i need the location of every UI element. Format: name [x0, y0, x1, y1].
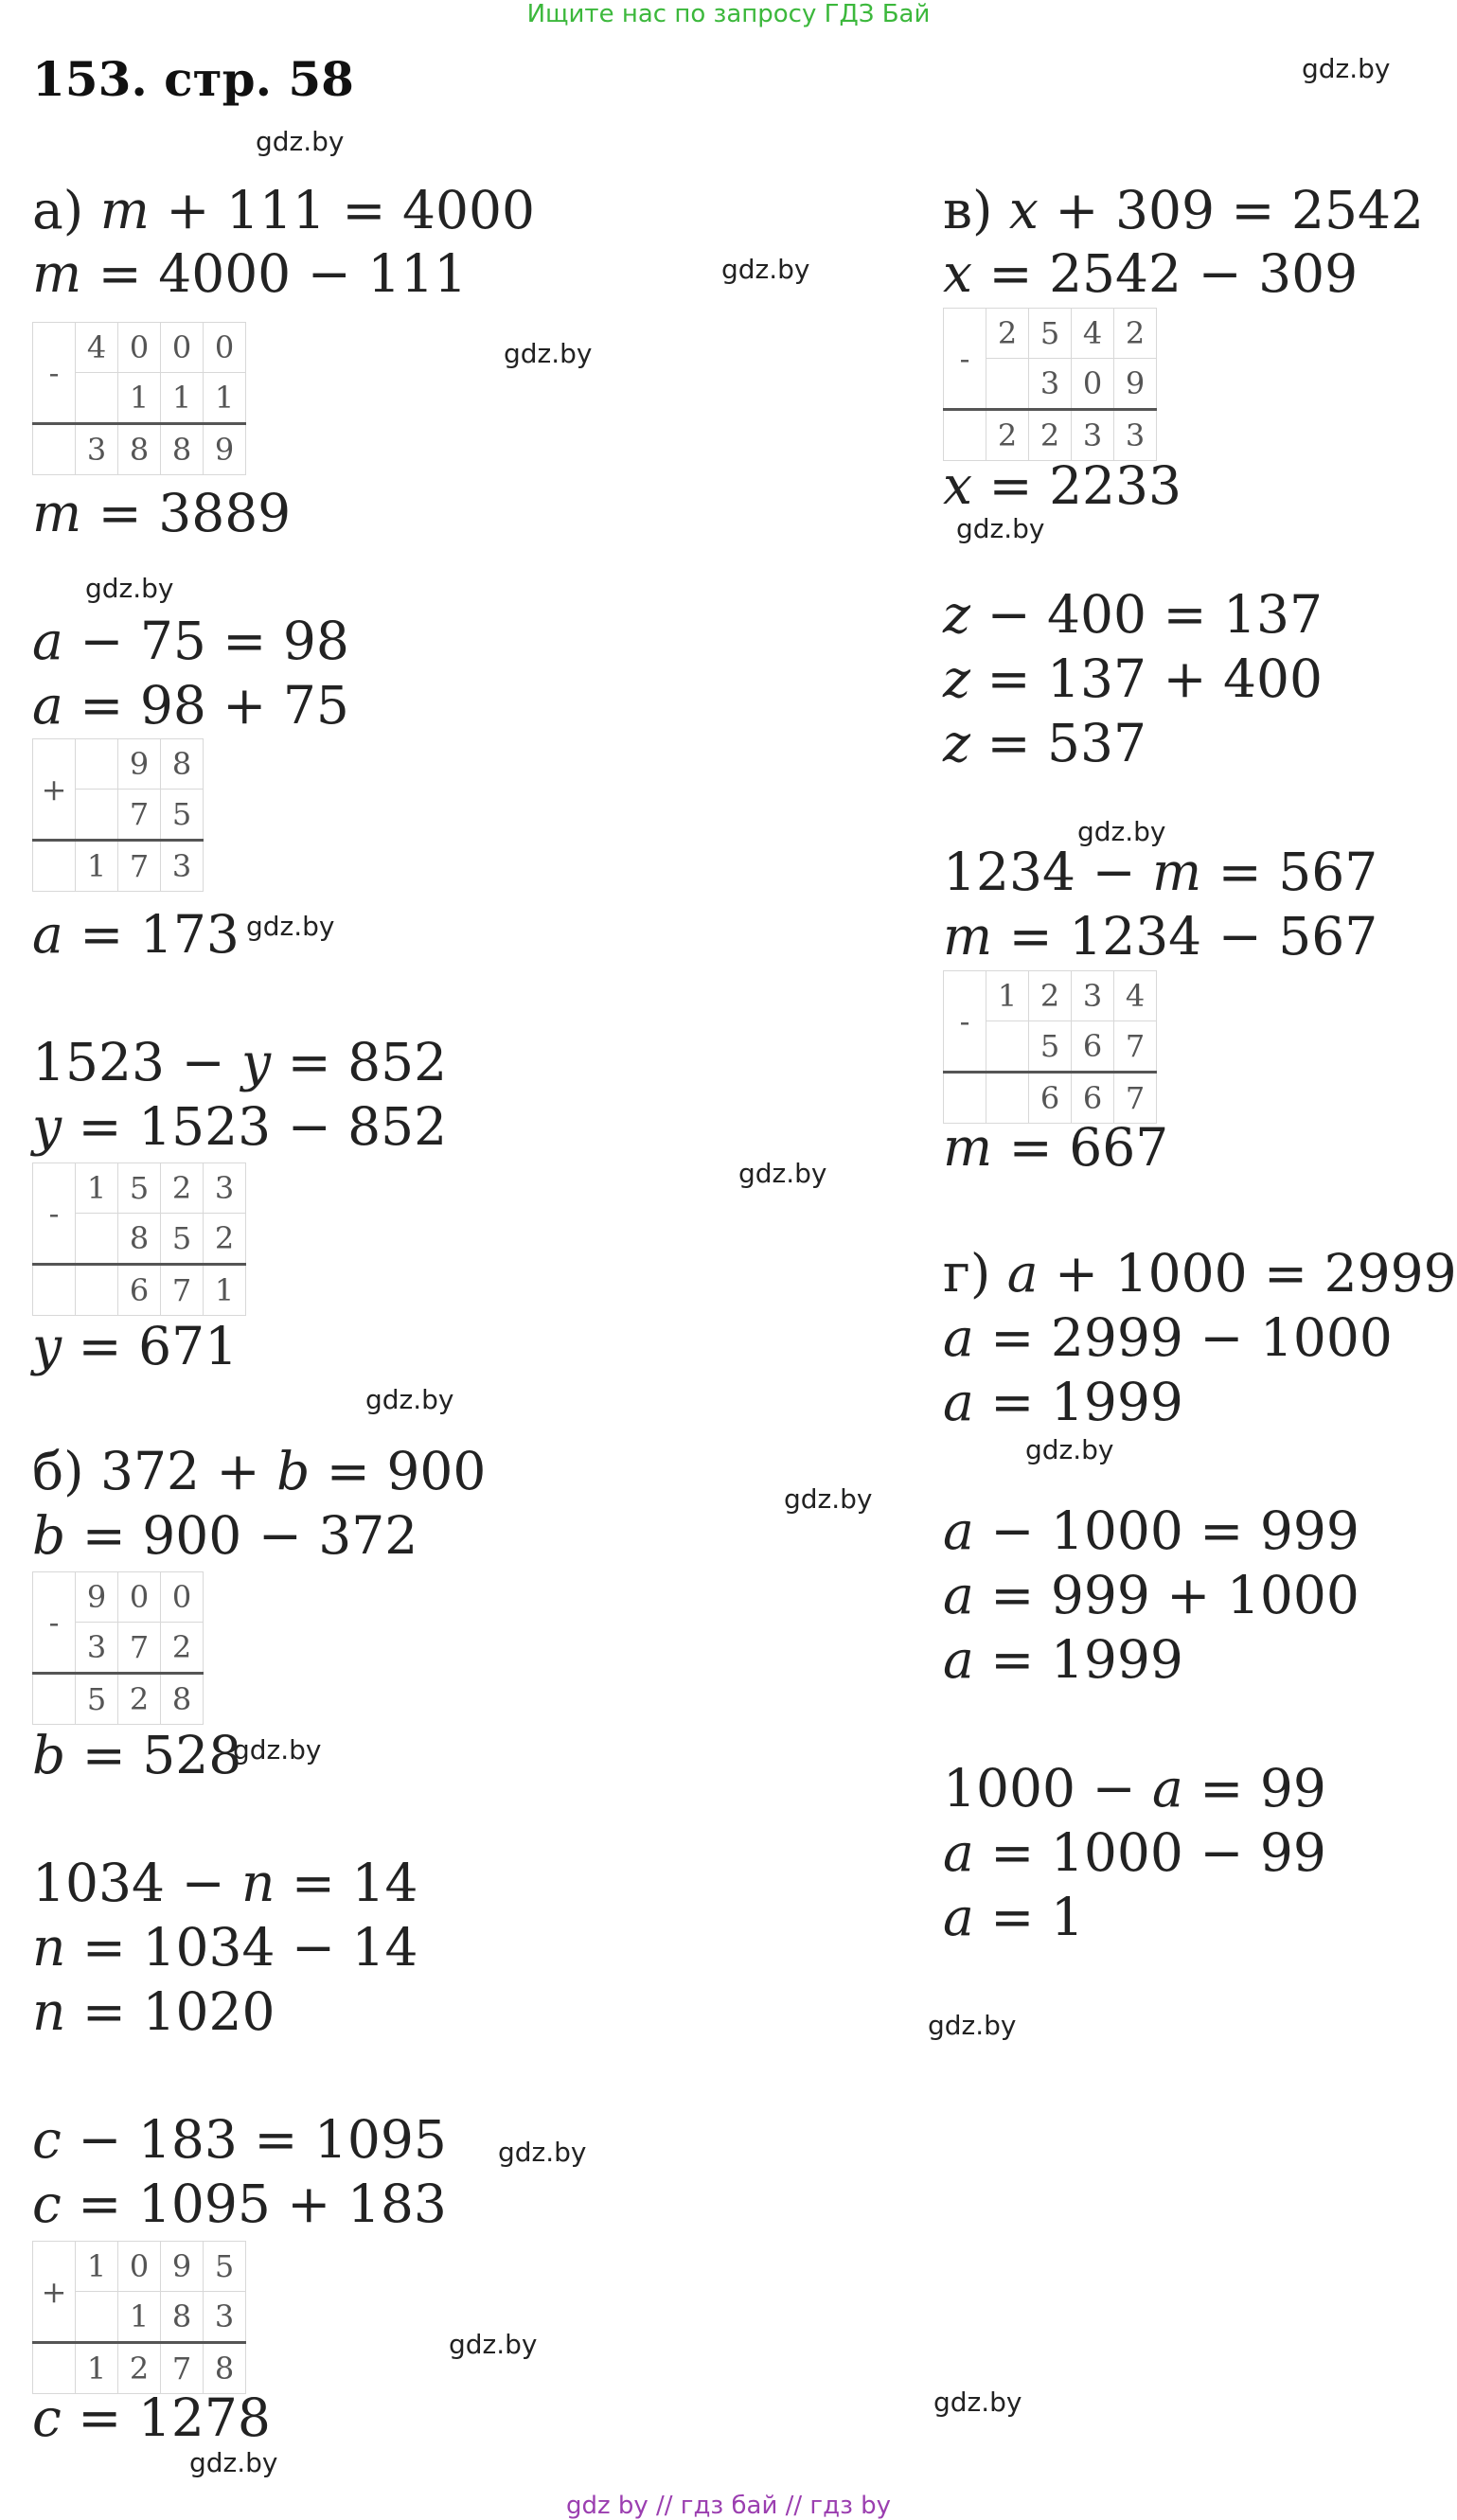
equation: 𝑎 − 75 = 98: [32, 611, 349, 671]
calc-table: [943, 308, 1157, 461]
equation: 𝑚 = 4000 − 111: [32, 243, 468, 304]
calc-digit-cell: 0: [204, 323, 246, 373]
calc-digit-cell: [76, 1265, 118, 1316]
calc-digit-cell: 2: [1029, 971, 1072, 1021]
calc-digit-cell: 2: [161, 1163, 204, 1214]
calc-digit-cell: 7: [1114, 1021, 1157, 1073]
watermark: gdz.by: [1077, 816, 1166, 847]
equation: 𝑥 = 2233: [943, 455, 1182, 516]
calc-digit-cell: 3: [76, 1623, 118, 1674]
equation: 𝑎 − 1000 = 999: [943, 1500, 1359, 1561]
equation: 𝑐 = 1095 + 183: [32, 2174, 447, 2234]
calc-digit-cell: 6: [1029, 1073, 1072, 1124]
calc-digit-cell: [986, 359, 1029, 410]
calc-sign-cell: [944, 410, 986, 461]
calc-digit-cell: 1: [76, 2343, 118, 2394]
calc-sign-cell: [33, 2343, 76, 2394]
equation: 𝑏 = 900 − 372: [32, 1505, 418, 1566]
bottom-banner[interactable]: gdz by // гдз бай // гдз by: [565, 2492, 892, 2520]
equation: 𝑚 = 1234 − 567: [943, 906, 1378, 967]
watermark: gdz.by: [738, 1158, 827, 1189]
calc-digit-cell: 6: [1072, 1021, 1114, 1073]
page-title: 153. стр. 58: [32, 51, 354, 107]
calc-digit-cell: 1: [204, 373, 246, 424]
watermark: gdz.by: [956, 513, 1045, 544]
equation: а) 𝑚 + 111 = 4000: [32, 180, 535, 240]
calc-digit-cell: 8: [204, 2343, 246, 2394]
equation: в) 𝑥 + 309 = 2542: [943, 180, 1424, 240]
watermark: gdz.by: [1025, 1434, 1114, 1465]
equation: 1000 − 𝑎 = 99: [943, 1758, 1326, 1819]
calc-digit-cell: 7: [118, 841, 161, 892]
equation: 𝑦 = 671: [32, 1316, 239, 1376]
calc-sign-cell: [33, 424, 76, 475]
calc-digit-cell: 1: [76, 1163, 118, 1214]
calc-digit-cell: 5: [161, 1214, 204, 1265]
calc-digit-cell: [986, 1021, 1029, 1073]
equation: 1523 − 𝑦 = 852: [32, 1032, 448, 1092]
calc-digit-cell: 3: [204, 1163, 246, 1214]
calc-digit-cell: 8: [118, 1214, 161, 1265]
calc-digit-cell: 2: [986, 309, 1029, 359]
equation: 𝑎 = 1000 − 99: [943, 1822, 1326, 1883]
calc-digit-cell: 8: [118, 424, 161, 475]
equation: 𝑏 = 528: [32, 1725, 242, 1785]
calc-table: [32, 1571, 204, 1725]
equation: 𝑎 = 98 + 75: [32, 675, 349, 736]
watermark: gdz.by: [784, 1483, 873, 1515]
watermark: gdz.by: [1302, 53, 1391, 84]
equation: 1034 − 𝑛 = 14: [32, 1853, 418, 1913]
calc-digit-cell: 7: [1114, 1073, 1157, 1124]
calc-digit-cell: 2: [161, 1623, 204, 1674]
calc-digit-cell: 8: [161, 424, 204, 475]
calc-digit-cell: 0: [1072, 359, 1114, 410]
equation: 𝑎 = 1999: [943, 1372, 1183, 1432]
equation: 1234 − 𝑚 = 567: [943, 842, 1378, 902]
calc-digit-cell: 7: [118, 1623, 161, 1674]
equation: 𝑚 = 3889: [32, 483, 292, 543]
calc-digit-cell: 9: [118, 739, 161, 790]
calc-digit-cell: 5: [161, 790, 204, 841]
watermark: gdz.by: [498, 2137, 587, 2168]
calc-digit-cell: 2: [986, 410, 1029, 461]
calc-digit-cell: 0: [161, 323, 204, 373]
calc-digit-cell: 1: [76, 2242, 118, 2292]
equation: 𝑥 = 2542 − 309: [943, 243, 1359, 304]
calc-sign-cell: -: [944, 309, 986, 410]
calc-digit-cell: 1: [161, 373, 204, 424]
equation: 𝑎 = 1999: [943, 1629, 1183, 1690]
equation: 𝑐 = 1278: [32, 2387, 271, 2448]
equation: 𝑧 − 400 = 137: [943, 584, 1324, 645]
watermark: gdz.by: [189, 2447, 278, 2478]
watermark: gdz.by: [933, 2387, 1022, 2418]
calc-digit-cell: 3: [1072, 971, 1114, 1021]
calc-table: [32, 322, 246, 475]
calc-digit-cell: 6: [118, 1265, 161, 1316]
calc-digit-cell: 0: [118, 2242, 161, 2292]
calc-sign-cell: -: [33, 1572, 76, 1674]
calc-digit-cell: 3: [161, 841, 204, 892]
calc-table: [32, 2241, 246, 2394]
calc-digit-cell: [76, 790, 118, 841]
calc-digit-cell: 7: [161, 2343, 204, 2394]
calc-digit-cell: [76, 1214, 118, 1265]
calc-digit-cell: 3: [1072, 410, 1114, 461]
calc-sign-cell: [944, 1073, 986, 1124]
calc-digit-cell: 1: [118, 373, 161, 424]
calc-digit-cell: 3: [76, 424, 118, 475]
calc-sign-cell: +: [33, 739, 76, 841]
watermark: gdz.by: [504, 338, 593, 369]
calc-digit-cell: 5: [204, 2242, 246, 2292]
calc-digit-cell: 5: [76, 1674, 118, 1725]
watermark: gdz.by: [233, 1734, 322, 1766]
calc-digit-cell: [986, 1073, 1029, 1124]
calc-digit-cell: 8: [161, 2292, 204, 2343]
calc-digit-cell: 1: [118, 2292, 161, 2343]
calc-digit-cell: 7: [161, 1265, 204, 1316]
calc-digit-cell: 2: [118, 1674, 161, 1725]
calc-sign-cell: -: [33, 323, 76, 424]
equation: 𝑦 = 1523 − 852: [32, 1096, 448, 1157]
equation: 𝑎 = 173: [32, 904, 240, 965]
calc-digit-cell: 6: [1072, 1073, 1114, 1124]
calc-digit-cell: 1: [986, 971, 1029, 1021]
calc-digit-cell: 5: [1029, 309, 1072, 359]
calc-sign-cell: [33, 1674, 76, 1725]
calc-sign-cell: [33, 1265, 76, 1316]
equation: 𝑚 = 667: [943, 1117, 1169, 1178]
calc-table: [32, 1162, 246, 1316]
calc-digit-cell: 2: [204, 1214, 246, 1265]
calc-digit-cell: [76, 2292, 118, 2343]
calc-digit-cell: 1: [76, 841, 118, 892]
calc-digit-cell: 3: [1114, 410, 1157, 461]
calc-digit-cell: 1: [204, 1265, 246, 1316]
calc-digit-cell: 4: [1114, 971, 1157, 1021]
watermark: gdz.by: [365, 1384, 454, 1415]
calc-digit-cell: 0: [118, 1572, 161, 1623]
calc-digit-cell: 2: [1029, 410, 1072, 461]
calc-sign-cell: +: [33, 2242, 76, 2343]
watermark: gdz.by: [246, 911, 335, 942]
equation: 𝑎 = 1: [943, 1887, 1084, 1947]
calc-digit-cell: 5: [1029, 1021, 1072, 1073]
equation: б) 372 + 𝑏 = 900: [32, 1441, 487, 1501]
watermark: gdz.by: [85, 573, 174, 604]
watermark: gdz.by: [721, 254, 810, 285]
calc-digit-cell: 9: [204, 424, 246, 475]
equation: 𝑧 = 137 + 400: [943, 648, 1324, 709]
calc-digit-cell: 3: [1029, 359, 1072, 410]
equation: 𝑎 = 2999 − 1000: [943, 1307, 1393, 1368]
calc-sign-cell: -: [944, 971, 986, 1073]
top-banner[interactable]: Ищите нас по запросу ГДЗ Бай: [526, 0, 931, 28]
equation: г) 𝑎 + 1000 = 2999: [943, 1243, 1457, 1304]
calc-digit-cell: 0: [161, 1572, 204, 1623]
calc-table: [943, 970, 1157, 1124]
calc-digit-cell: 2: [1114, 309, 1157, 359]
calc-sign-cell: -: [33, 1163, 76, 1265]
calc-digit-cell: 2: [118, 2343, 161, 2394]
calc-digit-cell: 8: [161, 739, 204, 790]
calc-digit-cell: 9: [161, 2242, 204, 2292]
calc-digit-cell: 7: [118, 790, 161, 841]
calc-digit-cell: 8: [161, 1674, 204, 1725]
calc-digit-cell: 3: [204, 2292, 246, 2343]
calc-digit-cell: 5: [118, 1163, 161, 1214]
watermark: gdz.by: [449, 2329, 538, 2360]
equation: 𝑧 = 537: [943, 713, 1147, 773]
equation: 𝑎 = 999 + 1000: [943, 1565, 1359, 1625]
watermark: gdz.by: [928, 2010, 1017, 2041]
equation: 𝑐 − 183 = 1095: [32, 2109, 447, 2170]
calc-digit-cell: 9: [1114, 359, 1157, 410]
calc-digit-cell: 4: [76, 323, 118, 373]
equation: 𝑛 = 1034 − 14: [32, 1917, 418, 1978]
calc-table: [32, 738, 204, 892]
equation: 𝑛 = 1020: [32, 1981, 275, 2042]
calc-digit-cell: [76, 739, 118, 790]
calc-digit-cell: 4: [1072, 309, 1114, 359]
watermark: gdz.by: [256, 126, 345, 157]
calc-digit-cell: [76, 373, 118, 424]
calc-digit-cell: 0: [118, 323, 161, 373]
calc-sign-cell: [33, 841, 76, 892]
calc-digit-cell: 9: [76, 1572, 118, 1623]
